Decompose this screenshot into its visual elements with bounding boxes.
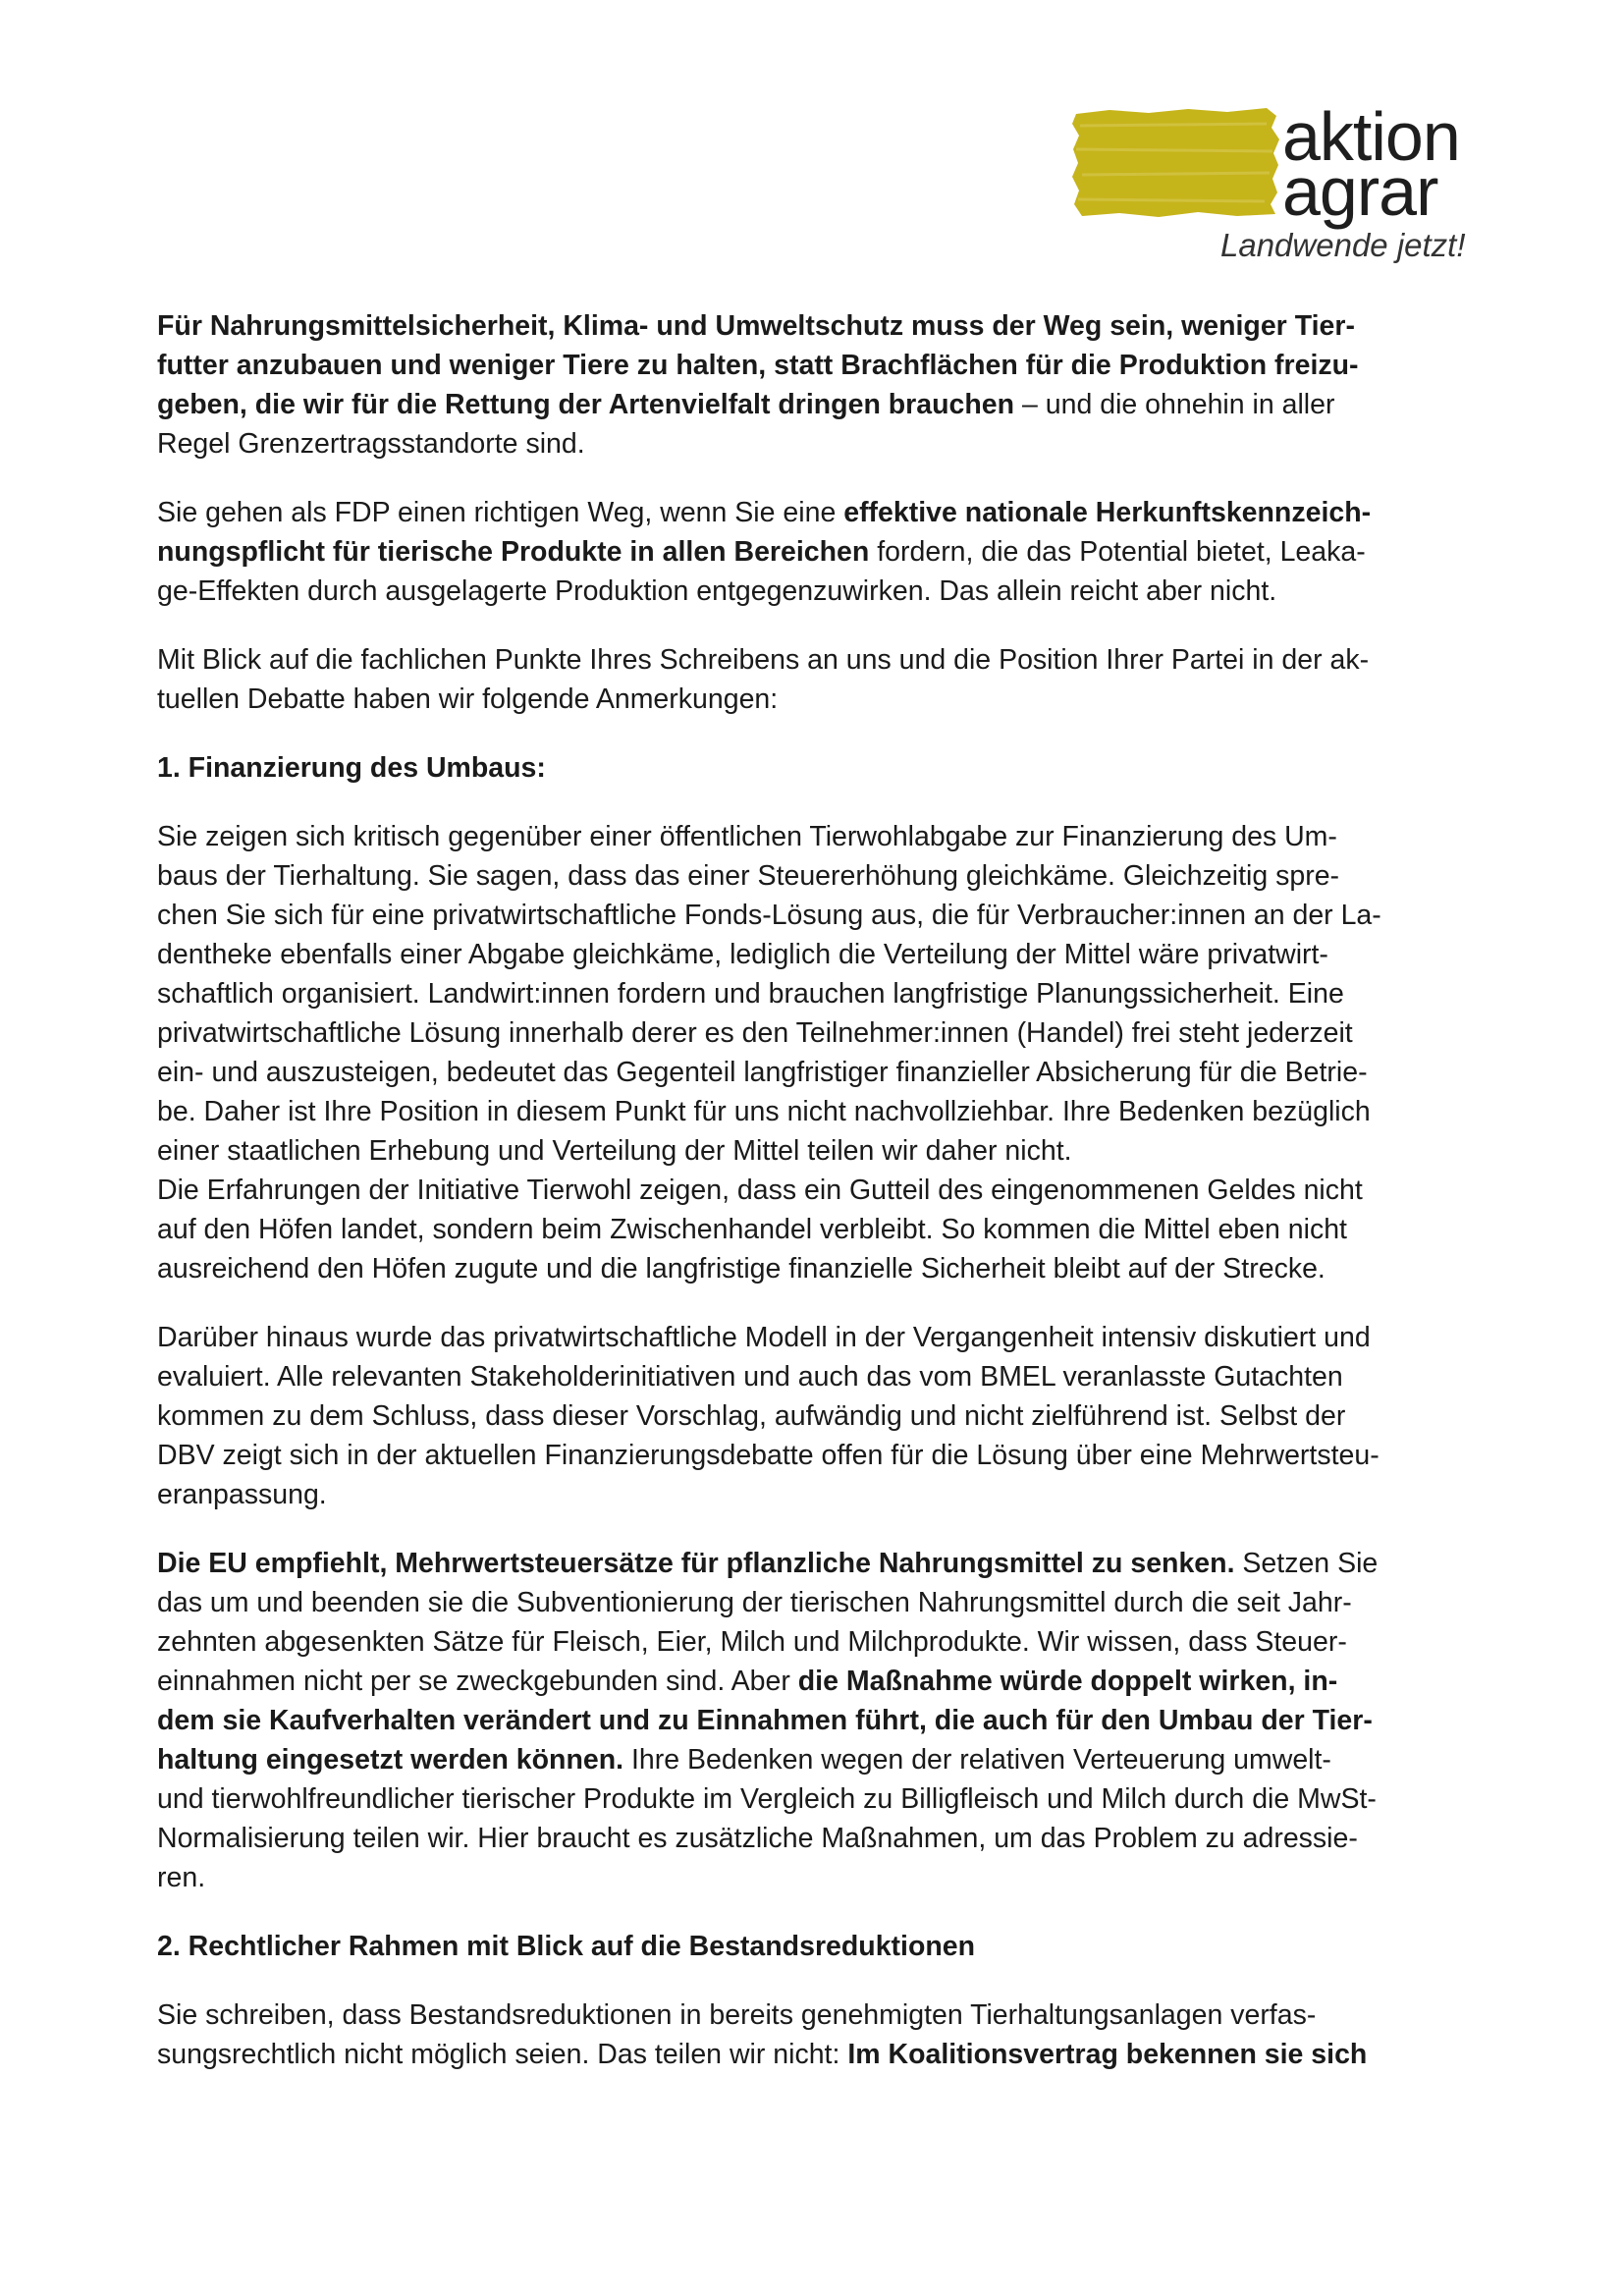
- text-line: [157, 680, 1485, 719]
- text-line: [157, 974, 1485, 1013]
- text-run: dentheke ebenfalls einer Abgabe gleichkäme, lediglich die Verteilung der Mittel wäre privatwirt-: [157, 939, 1328, 970]
- text-line: [157, 935, 1485, 974]
- bold-text-run: haltung eingesetzt werden können.: [157, 1744, 624, 1776]
- text-run: auf den Höfen landet, sondern beim Zwischenhandel verbleibt. So kommen die Mittel eben nicht: [157, 1214, 1347, 1245]
- text-line: [157, 493, 1485, 532]
- text-run: ge-Effekten durch ausgelagerte Produktion entgegenzuwirken. Das allein reicht aber nicht.: [157, 575, 1277, 607]
- text-line: [157, 1171, 1485, 1210]
- logo-tagline: Landwende jetzt!: [1220, 227, 1466, 263]
- body-paragraph: [157, 640, 1485, 719]
- text-line: [157, 346, 1485, 385]
- text-run: be. Daher ist Ihre Position in diesem Punkt für uns nicht nachvollziehbar. Ihre Bedenken bezüglich: [157, 1096, 1371, 1127]
- text-line: [157, 1740, 1485, 1779]
- bold-text-run: Im Koalitionsvertrag bekennen sie sich: [847, 2039, 1368, 2070]
- bold-text-run: nungspflicht für tierische Produkte in allen Bereichen: [157, 536, 870, 568]
- text-line: [157, 1318, 1485, 1357]
- text-run: tuellen Debatte haben wir folgende Anmerkungen:: [157, 683, 779, 715]
- text-run: Sie gehen als FDP einen richtigen Weg, wenn Sie eine: [157, 497, 844, 528]
- body-paragraph: [157, 306, 1485, 464]
- text-run: baus der Tierhaltung. Sie sagen, dass das einer Steuererhöhung gleichkäme. Gleichzeitig spre-: [157, 860, 1340, 892]
- logo-brush-bar: [1070, 106, 1281, 218]
- text-run: privatwirtschaftliche Lösung innerhalb derer es den Teilnehmer:innen (Handel) frei steht jederzeit: [157, 1017, 1353, 1049]
- text-line: [157, 385, 1485, 424]
- body-paragraph: [157, 817, 1485, 1288]
- text-run: und tierwohlfreundlicher tierischer Produkte im Vergleich zu Billigfleisch und Milch durch die MwSt-: [157, 1783, 1377, 1815]
- text-run: Sie schreiben, dass Bestandsreduktionen in bereits genehmigten Tierhaltungsanlagen verfas-: [157, 1999, 1317, 2031]
- text-line: [157, 1622, 1485, 1662]
- text-line: [157, 572, 1485, 611]
- body-paragraph: [157, 1995, 1485, 2074]
- text-run: Mit Blick auf die fachlichen Punkte Ihres Schreibens an uns und die Position Ihrer Partei in der ak-: [157, 644, 1370, 676]
- section-heading: 2. Rechtlicher Rahmen mit Blick auf die Bestandsreduktionen: [157, 1931, 976, 1962]
- bold-text-run: Die EU empfiehlt, Mehrwertsteuersätze für pflanzliche Nahrungsmittel zu senken.: [157, 1548, 1235, 1579]
- text-line: [157, 1092, 1485, 1131]
- text-line: [157, 1357, 1485, 1396]
- text-run: Darüber hinaus wurde das privatwirtschaftliche Modell in der Vergangenheit intensiv diskutiert und: [157, 1322, 1371, 1353]
- bold-text-run: effektive nationale Herkunftskennzeich-: [843, 497, 1372, 528]
- text-line: [157, 1436, 1485, 1475]
- text-line: [157, 1053, 1485, 1092]
- text-line: [157, 1210, 1485, 1249]
- text-line: [157, 1701, 1485, 1740]
- text-line: [157, 640, 1485, 680]
- text-run: das um und beenden sie die Subventionierung der tierischen Nahrungsmittel durch die seit Jahr-: [157, 1587, 1352, 1618]
- text-line: [157, 817, 1485, 856]
- text-run: – und die ohnehin in aller: [1014, 389, 1335, 420]
- text-run: DBV zeigt sich in der aktuellen Finanzierungsdebatte offen für die Lösung über eine Mehrwertsteu-: [157, 1440, 1380, 1471]
- bold-text-run: geben, die wir für die Rettung der Artenvielfalt dringen brauchen: [157, 389, 1015, 420]
- body-paragraph: [157, 1318, 1485, 1514]
- text-run: Setzen Sie: [1234, 1548, 1379, 1579]
- text-run: Normalisierung teilen wir. Hier braucht es zusätzliche Maßnahmen, um das Problem zu adressie-: [157, 1823, 1358, 1854]
- text-line: [157, 1858, 1485, 1897]
- text-line: [157, 1131, 1485, 1171]
- bold-text-run: futter anzubauen und weniger Tiere zu halten, statt Brachflächen für die Produktion freizu-: [157, 350, 1359, 381]
- text-line: [157, 856, 1485, 896]
- text-run: sungsrechtlich nicht möglich seien. Das teilen wir nicht:: [157, 2039, 848, 2070]
- bold-text-run: dem sie Kaufverhalten verändert und zu Einnahmen führt, die auch für den Umbau der Tier-: [157, 1705, 1373, 1736]
- text-run: ein- und auszusteigen, bedeutet das Gegenteil langfristiger finanzieller Absicherung für die Betrie-: [157, 1057, 1368, 1088]
- text-run: einnahmen nicht per se zweckgebunden sind. Aber: [157, 1666, 798, 1697]
- bold-text-run: die Maßnahme würde doppelt wirken, in-: [797, 1666, 1338, 1697]
- text-line: [157, 1662, 1485, 1701]
- text-run: Regel Grenzertragsstandorte sind.: [157, 428, 585, 460]
- text-run: einer staatlichen Erhebung und Verteilung der Mittel teilen wir daher nicht.: [157, 1135, 1072, 1167]
- text-run: chen Sie sich für eine privatwirtschaftliche Fonds-Lösung aus, die für Verbraucher:innen an der La-: [157, 900, 1381, 931]
- text-line: [157, 2035, 1485, 2074]
- text-run: ausreichend den Höfen zugute und die langfristige finanzielle Sicherheit bleibt auf der Strecke.: [157, 1253, 1325, 1285]
- text-line: [157, 1475, 1485, 1514]
- section-heading: 1. Finanzierung des Umbaus:: [157, 752, 546, 784]
- body-paragraph: [157, 493, 1485, 611]
- text-line: [157, 896, 1485, 935]
- logo-word-agrar: agrar: [1282, 153, 1438, 230]
- text-run: Sie zeigen sich kritisch gegenüber einer öffentlichen Tierwohlabgabe zur Finanzierung des Um-: [157, 821, 1337, 852]
- text-line: [157, 1995, 1485, 2035]
- text-run: Die Erfahrungen der Initiative Tierwohl zeigen, dass ein Gutteil des eingenommenen Geldes nicht: [157, 1175, 1363, 1206]
- text-line: [157, 532, 1485, 572]
- text-run: evaluiert. Alle relevanten Stakeholderinitiativen und auch das vom BMEL veranlasste Gutachten: [157, 1361, 1343, 1393]
- text-run: kommen zu dem Schluss, dass dieser Vorschlag, aufwändig und nicht zielführend ist. Selbst der: [157, 1400, 1346, 1432]
- letter-body: [157, 306, 1485, 2104]
- text-line: [157, 1013, 1485, 1053]
- text-line: [157, 1819, 1485, 1858]
- text-line: [157, 306, 1485, 346]
- text-run: fordern, die das Potential bietet, Leaka-: [869, 536, 1366, 568]
- bold-text-run: Für Nahrungsmittelsicherheit, Klima- und Umweltschutz muss der Weg sein, weniger Tier-: [157, 310, 1355, 342]
- text-line: [157, 1249, 1485, 1288]
- text-run: eranpassung.: [157, 1479, 327, 1510]
- text-line: [157, 1544, 1485, 1583]
- text-run: zehnten abgesenkten Sätze für Fleisch, Eier, Milch und Milchprodukte. Wir wissen, dass Steuer-: [157, 1626, 1347, 1658]
- text-line: [157, 1779, 1485, 1819]
- text-run: schaftlich organisiert. Landwirt:innen fordern und brauchen langfristige Planungssicherheit. Eine: [157, 978, 1344, 1010]
- text-line: [157, 1583, 1485, 1622]
- text-run: ren.: [157, 1862, 206, 1893]
- text-run: Ihre Bedenken wegen der relativen Verteuerung umwelt-: [623, 1744, 1331, 1776]
- logo-word-aktion: aktion: [1282, 98, 1460, 175]
- aktion-agrar-logo: [1070, 98, 1502, 269]
- body-paragraph: [157, 1544, 1485, 1897]
- text-line: [157, 1396, 1485, 1436]
- text-line: [157, 424, 1485, 464]
